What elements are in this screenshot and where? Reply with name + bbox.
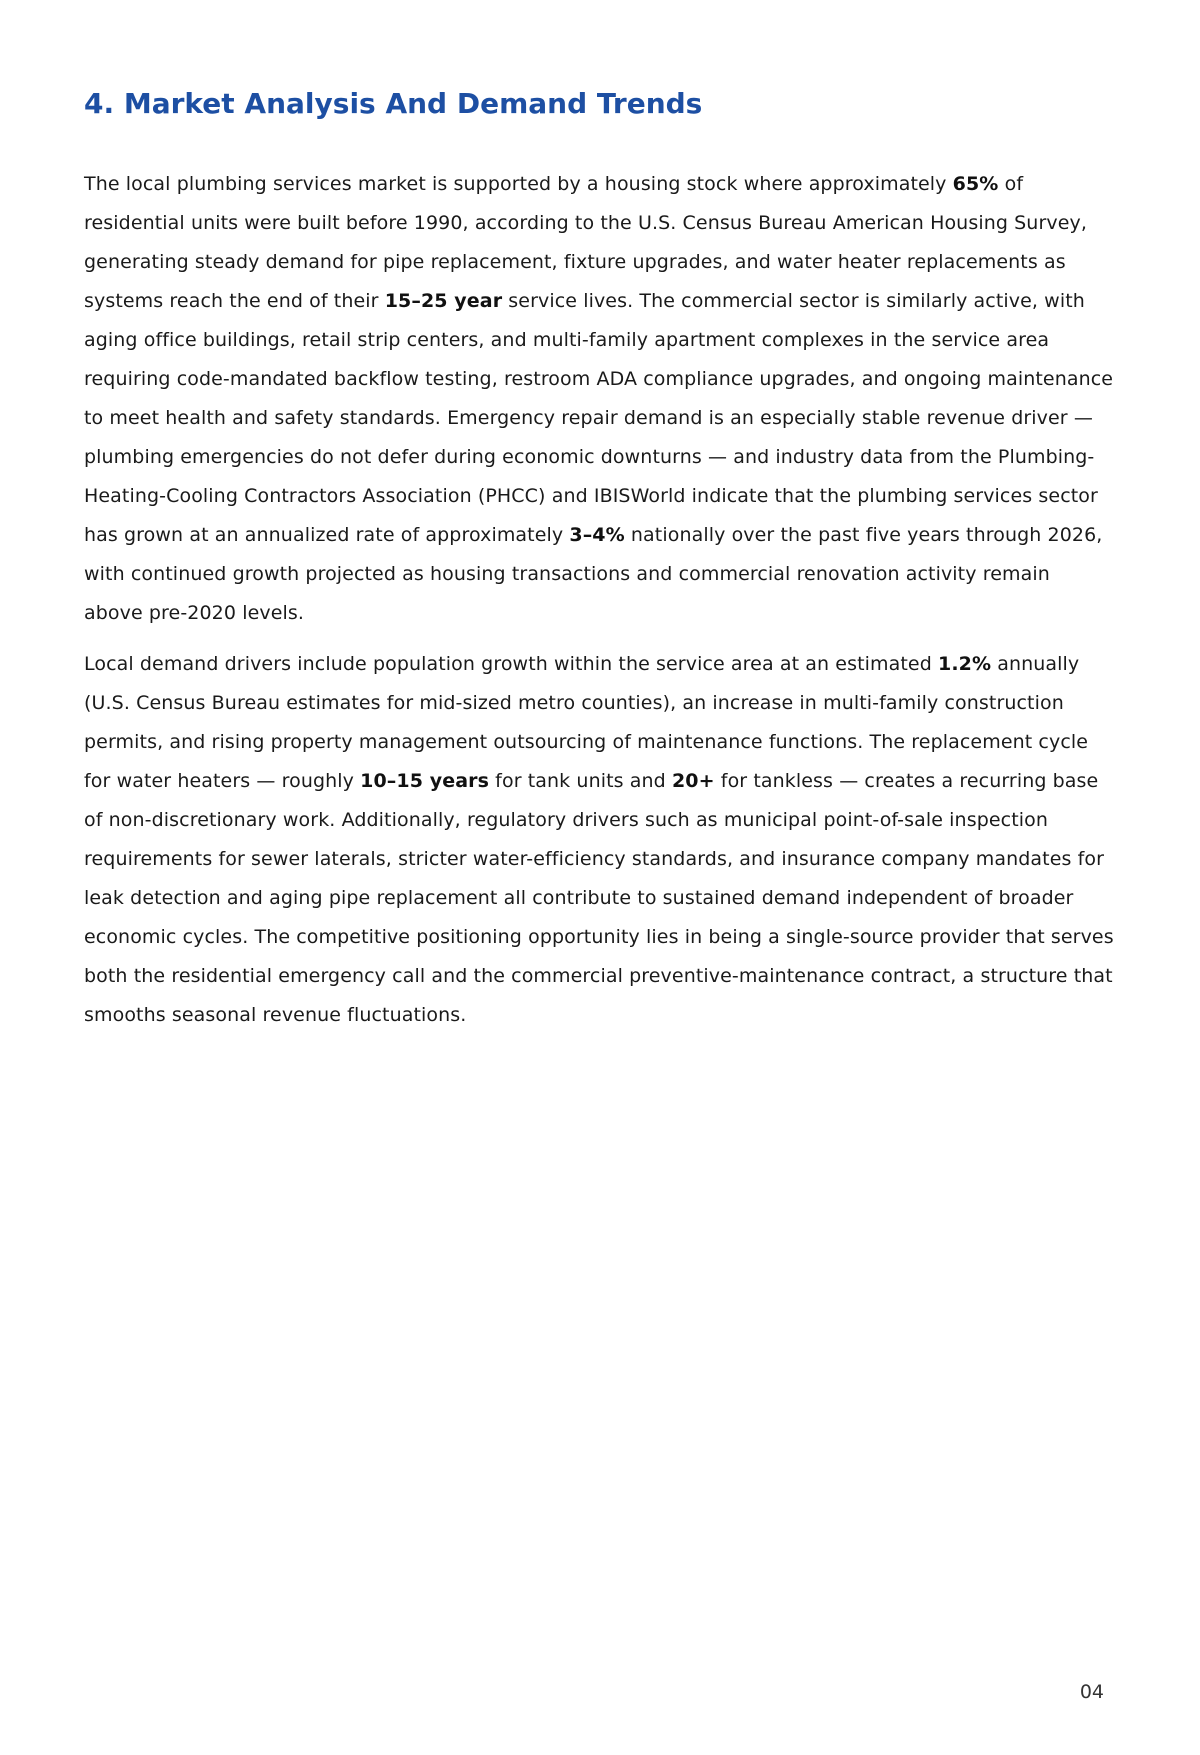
section-heading: 4. Market Analysis And Demand Trends [84, 87, 703, 120]
paragraph-2-segment: for tank units and [489, 770, 672, 792]
paragraph-1 [84, 165, 1114, 633]
page-number: 04 [1079, 1681, 1104, 1703]
paragraph-1-segment: of residential units were built before 1990, according to the U.S. Census Bureau American Housing Survey, generating steady demand for pipe replacement, fixture upgrades, and water heater replacements as systems reach the end of their [84, 173, 1087, 312]
paragraph-2-segment: for tankless — creates a recurring base of non-discretionary work. Additionally, regulatory drivers such as municipal point-of-sale inspection requirements for sewer laterals, stricter water-efficiency standards, and insurance company mandates for leak detection and aging pipe replacement all contribute to sustained demand independent of broader economic cycles. The competitive positioning opportunity lies in being a single-source provider that serves both the residential emergency call and the commercial preventive-maintenance contract, a structure that smooths seasonal revenue fluctuations. [84, 770, 1114, 1026]
paragraph-2-emphasis: 20+ [671, 770, 715, 792]
paragraph-2 [84, 645, 1114, 1035]
paragraph-2-segment: Local demand drivers include population growth within the service area at an estimated [84, 653, 938, 675]
paragraph-2-emphasis: 1.2% [938, 653, 992, 675]
paragraph-1-segment: The local plumbing services market is supported by a housing stock where approximately [84, 173, 953, 195]
paragraph-1-segment: nationally over the past five years through 2026, with continued growth projected as housing transactions and commercial renovation activity remain above pre-2020 levels. [84, 524, 1103, 624]
paragraph-2-segment: annually (U.S. Census Bureau estimates for mid-sized metro counties), an increase in multi-family construction permits, and rising property management outsourcing of maintenance functions. The replacement cycle for water heaters — roughly [84, 653, 1089, 792]
paragraph-2-emphasis: 10–15 years [360, 770, 490, 792]
paragraph-1-emphasis: 3–4% [569, 524, 625, 546]
paragraph-1-segment: service lives. The commercial sector is similarly active, with aging office buildings, retail strip centers, and multi-family apartment complexes in the service area requiring code-mandated backflow testing, restroom ADA compliance upgrades, and ongoing maintenance to meet health and safety standards. Emergency repair demand is an especially stable revenue driver — plumbing emergencies do not defer during economic downturns — and industry data from the Plumbing-Heating-Cooling Contractors Association (PHCC) and IBISWorld indicate that the plumbing services sector has grown at an annualized rate of approximately [84, 290, 1114, 546]
section-body [84, 165, 1114, 1047]
paragraph-1-emphasis: 15–25 year [384, 290, 503, 312]
paragraph-1-emphasis: 65% [952, 173, 999, 195]
